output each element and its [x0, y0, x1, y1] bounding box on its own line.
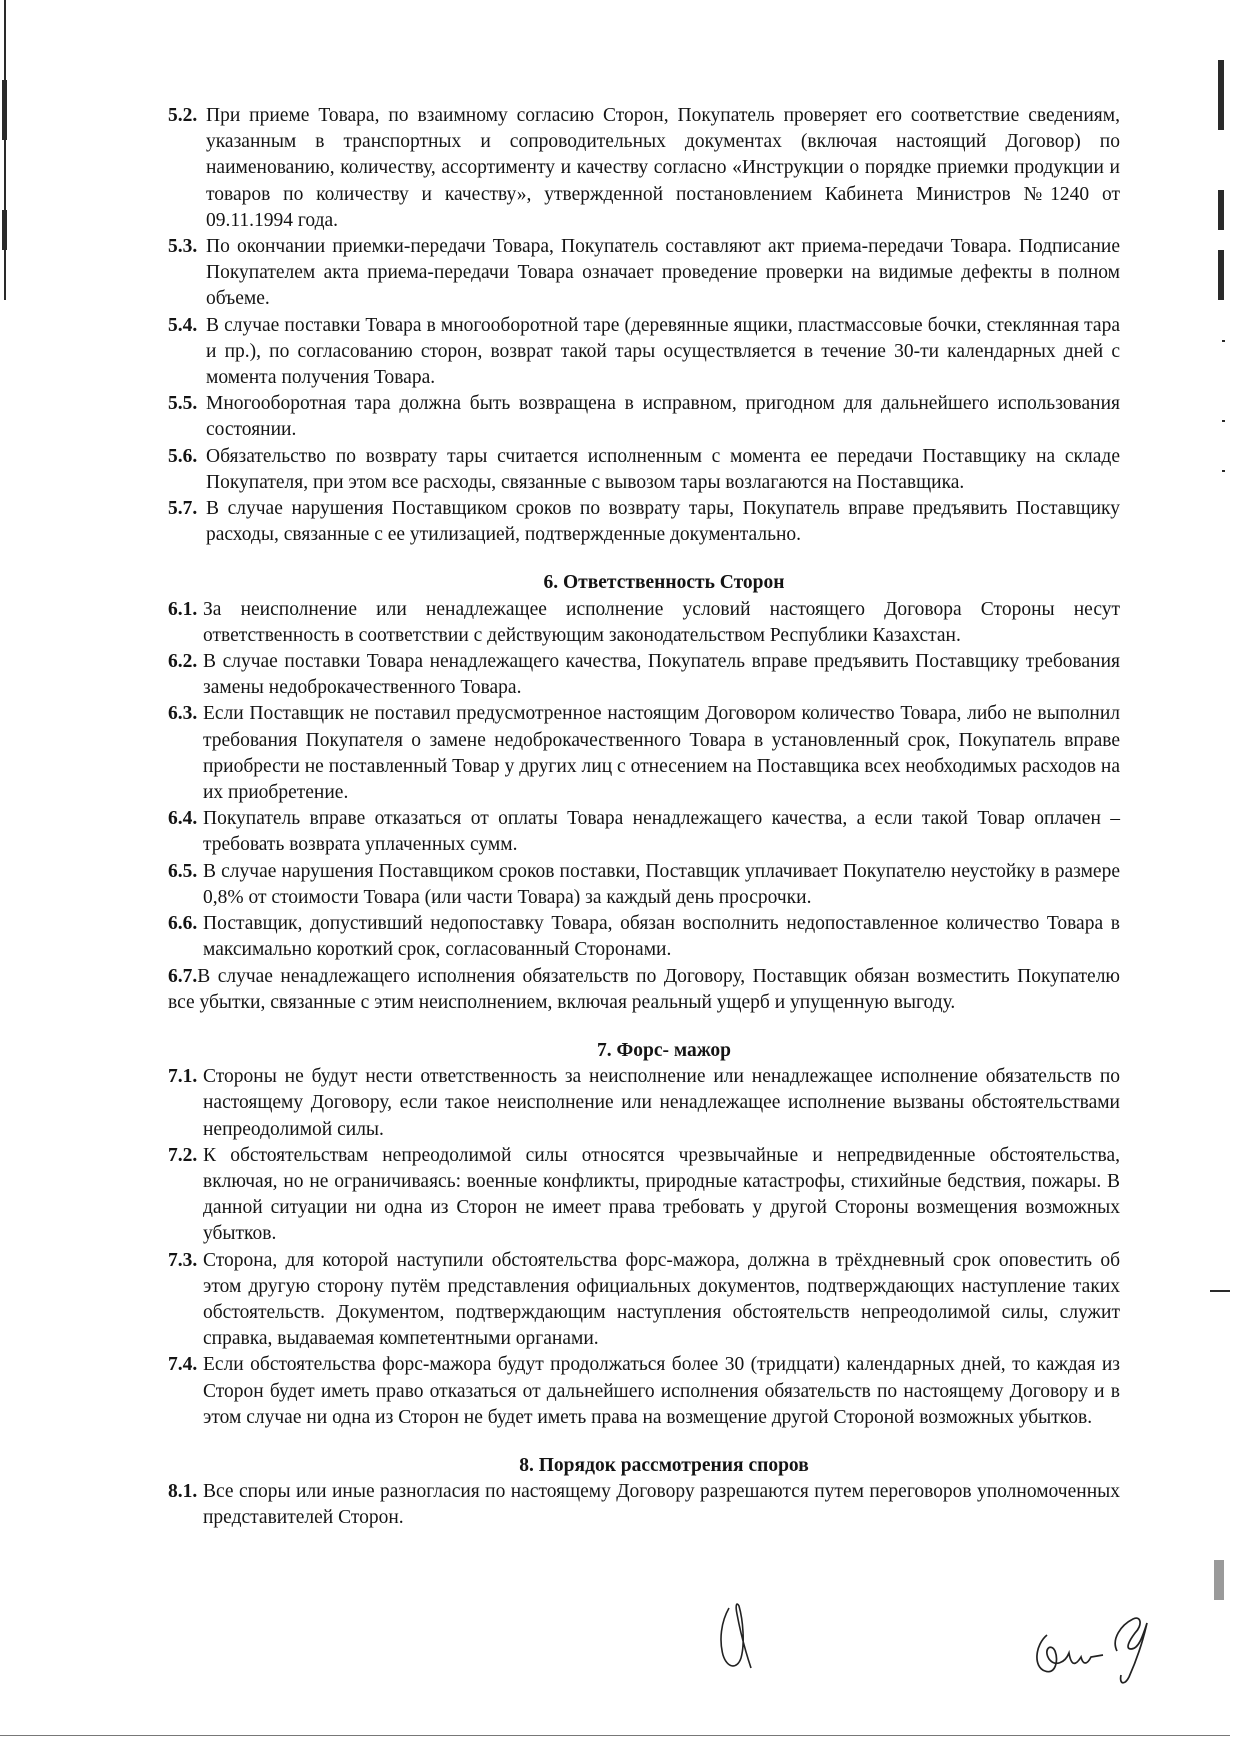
clause-text: При приеме Товара, по взаимному согласию Сторон, Покупатель проверяет его соответствие сведениям, указанным в транспортных и сопроводительных документах (включая настоящий Договор) по наименованию, количеству, ассортименту и качеству согласно «Инструкции о порядке приемки продукции и товаров по количеству и качеству», утвержденной постановлением Кабинета Министров №1240 от 09.11.1994 года.: [206, 105, 1120, 231]
clause-number: 5.7.: [168, 498, 198, 520]
clause-number: 6.4.: [168, 808, 198, 830]
section-heading-8: 8. Порядок рассмотрения споров: [519, 1454, 809, 1476]
clause-number: 6.1.: [168, 598, 198, 620]
clause-text: Покупатель вправе отказаться от оплаты Товара ненадлежащего качества, а если такой Товар оплачен – требовать возврата уплаченных сумм.: [203, 808, 1120, 856]
clause-number: 7.1.: [168, 1066, 198, 1088]
clause-text: В случае поставки Товара ненадлежащего качества, Покупатель вправе предъявить Поставщику требования замены недоброкачественного Товара.: [203, 651, 1120, 699]
clause-text: Все споры или иные разногласия по настоящему Договору разрешаются путем переговоров уполномоченных представителей Сторон.: [203, 1481, 1120, 1529]
clause-number: 5.3.: [168, 236, 198, 258]
contract-text: [168, 103, 1120, 1532]
clause-text: В случае ненадлежащего исполнения обязательств по Договору, Поставщик обязан возместить Покупателю все убытки, связанные с этим неисполнением, включая реальный ущерб и упущенную выгоду.: [168, 965, 1120, 1013]
clause-text: Поставщик, допустивший недопоставку Товара, обязан восполнить недопоставленное количество Товара в максимально короткий срок, согласованный Сторонами.: [203, 913, 1120, 961]
scan-edge-right-mark: [1222, 470, 1225, 472]
section-heading-7: 7. Форс- мажор: [596, 1039, 731, 1061]
clause-8-1: [168, 1479, 1120, 1531]
clause-6-4: [168, 806, 1120, 858]
clause-7-4: [168, 1352, 1120, 1431]
clause-number: 5.4.: [168, 314, 198, 336]
clause-number: 5.5.: [168, 393, 198, 415]
clause-text: Если Поставщик не поставил предусмотренное настоящим Договором количество Товара, либо не выполнил требования Покупателя о замене недоброкачественного Товара в установленный срок, Покупатель вправе приобрести не поставленный Товар у других лиц с отнесением на Поставщика всех необходимых расходов на их приобретение.: [203, 703, 1120, 804]
clause-7-2: [168, 1143, 1120, 1248]
clause-5-5: [168, 391, 1120, 443]
clause-text: Если обстоятельства форс-мажора будут продолжаться более 30 (тридцати) календарных дней, то каждая из Сторон будет иметь право отказаться от дальнейшего исполнения обязательств по настоящему Договору и в этом случае ни одна из Сторон не будет иметь права на возмещение другой Стороной возможных убытков.: [203, 1354, 1120, 1428]
clause-5-7: [168, 496, 1120, 548]
clause-number: 6.7.: [168, 965, 198, 987]
clause-5-4: [168, 313, 1120, 392]
clause-6-5: [168, 859, 1120, 911]
clause-number: 6.2.: [168, 651, 198, 673]
clause-text: Стороны не будут нести ответственность за неисполнение или ненадлежащее исполнение обязательств по настоящему Договору, если такое неисполнение или ненадлежащее исполнение вызваны обстоятельствами непреодолимой силы.: [203, 1066, 1120, 1140]
clause-7-3: [168, 1248, 1120, 1353]
scan-edge-left-mark: [2, 210, 7, 250]
clause-text: По окончании приемки-передачи Товара, Покупатель составляют акт приема-передачи Товара. Подписание Покупателем акта приема-передачи Товара означает проведение проверки на видимые дефекты в полном объеме.: [206, 236, 1120, 310]
scan-edge-bottom: [0, 1735, 1230, 1736]
clause-text: В случае нарушения Поставщиком сроков поставки, Поставщик уплачивает Покупателю неустойку в размере 0,8% от стоимости Товара (или части Товара) за каждый день просрочки.: [203, 860, 1120, 908]
clause-5-6: [168, 444, 1120, 496]
signature: [1025, 1605, 1155, 1690]
clause-text: В случае поставки Товара в многооборотной таре (деревянные ящики, пластмассовые бочки, стеклянная тара и пр.), по согласованию сторон, возврат такой тары осуществляется в течение 30-ти календарных дней с момента получения Товара.: [206, 314, 1120, 389]
scan-edge-right-mark: [1218, 250, 1224, 300]
clause-number: 5.2.: [168, 105, 198, 126]
clause-text: За неисполнение или ненадлежащее исполнение условий настоящего Договора Стороны несут ответственность в соответствии с действующим законодательством Республики Казахстан.: [203, 598, 1120, 646]
scan-edge-right-mark: [1218, 60, 1224, 130]
clause-text: Сторона, для которой наступили обстоятельства форс-мажора, должна в трёхдневный срок оповестить об этом другую сторону путём представления официальных документов, подтверждающих наступление таких обстоятельств. Документом, подтверждающим наступления обстоятельств непреодолимой силы, служит справка, выдаваемая компетентными органами.: [203, 1249, 1120, 1350]
scan-edge-right-mark: [1214, 1560, 1224, 1600]
clause-6-2: [168, 649, 1120, 701]
clause-text: Обязательство по возврату тары считается исполненным с момента ее передачи Поставщику на складе Покупателя, при этом все расходы, связанные с вывозом тары возлагаются на Поставщика.: [206, 445, 1120, 493]
clause-number: 7.2.: [168, 1144, 198, 1166]
initial-mark: [715, 1600, 765, 1675]
clause-text: В случае нарушения Поставщиком сроков по возврату тары, Покупатель вправе предъявить Поставщику расходы, связанные с ее утилизацией, подтвержденные документально.: [206, 498, 1120, 546]
clause-number: 7.3.: [168, 1249, 198, 1271]
scan-edge-left: [4, 0, 6, 300]
clause-number: 6.5.: [168, 860, 198, 882]
clause-number: 6.6.: [168, 913, 198, 935]
scan-edge-right-mark: [1210, 1290, 1230, 1292]
scan-edge-right-mark: [1218, 190, 1224, 230]
clause-number: 5.6.: [168, 445, 198, 467]
clause-number: 7.4.: [168, 1354, 198, 1376]
clause-6-3: [168, 701, 1120, 806]
section-heading-6: 6. Ответственность Сторон: [543, 572, 785, 594]
clause-number: 8.1.: [168, 1481, 198, 1503]
clause-5-2: [168, 103, 1120, 234]
clause-6-1: [168, 597, 1120, 649]
scan-edge-left-mark: [2, 80, 7, 140]
clause-6-7: [168, 964, 1120, 1016]
clause-text: К обстоятельствам непреодолимой силы относятся чрезвычайные и непредвиденные обстоятельства, включая, но не ограничиваясь: военные конфликты, природные катастрофы, стихийные бедствия, пожары. В данной ситуации ни одна из Сторон не имеет права требовать у другой Стороны возмещения возможных убытков.: [203, 1144, 1120, 1245]
scan-edge-right-mark: [1222, 340, 1225, 342]
scan-edge-right-mark: [1222, 420, 1225, 422]
clause-5-3: [168, 234, 1120, 313]
clause-number: 6.3.: [168, 703, 198, 725]
clause-text: Многооборотная тара должна быть возвращена в исправном, пригодном для дальнейшего использования состоянии.: [206, 393, 1120, 441]
clause-7-1: [168, 1064, 1120, 1143]
clause-6-6: [168, 911, 1120, 963]
